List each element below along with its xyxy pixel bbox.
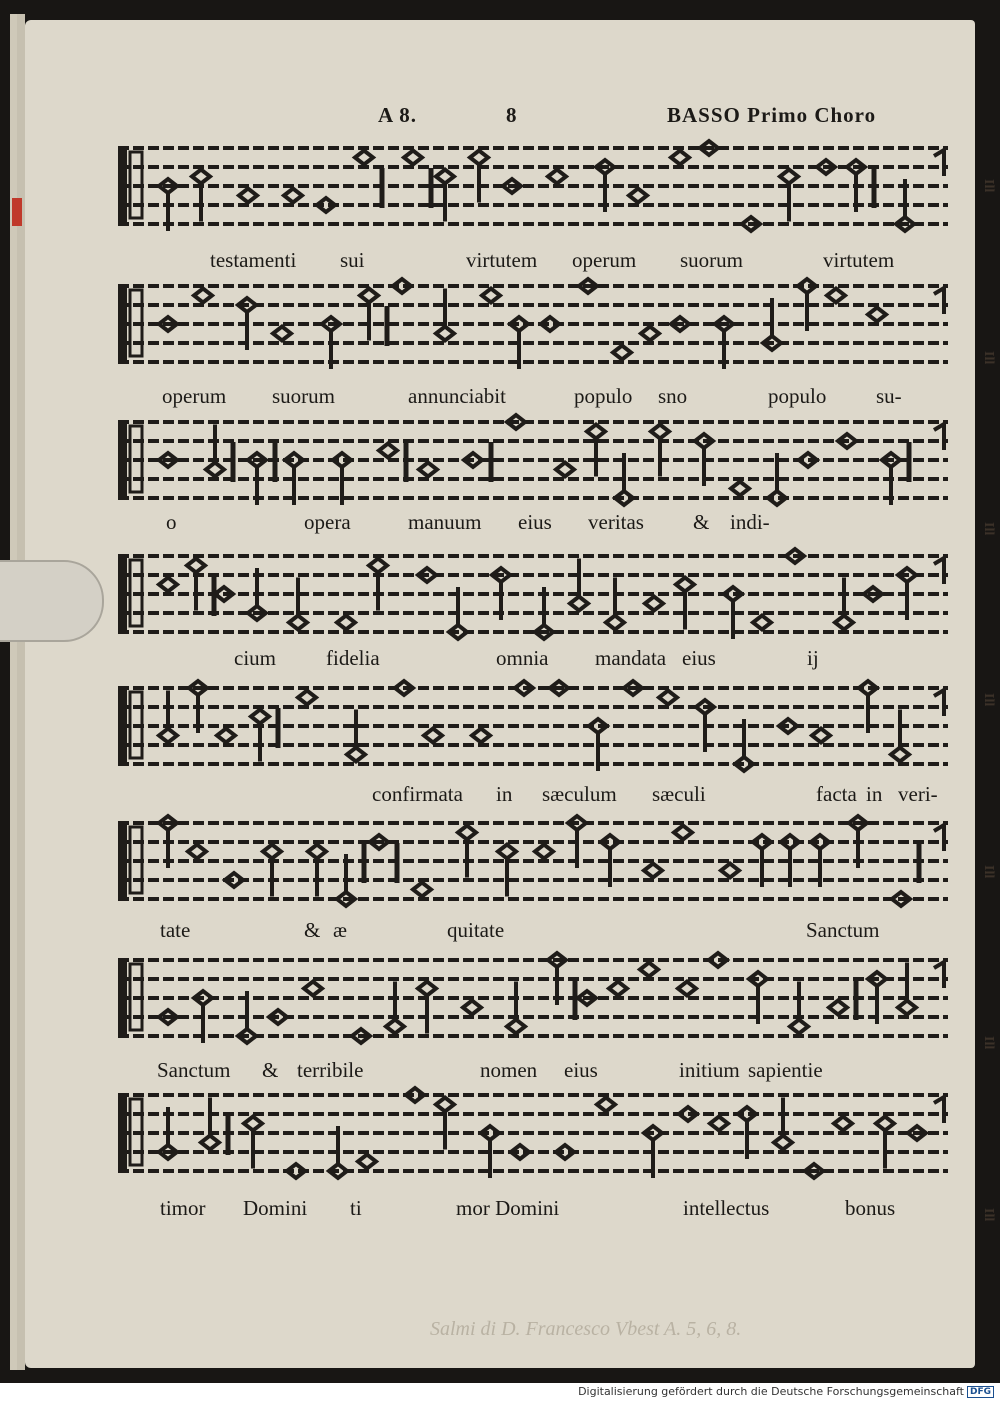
note-head <box>251 710 269 724</box>
signature-mark: A 8. <box>378 103 418 127</box>
note-head <box>868 308 886 322</box>
lyric-syllable: timor <box>160 1196 206 1220</box>
note-head <box>413 883 431 897</box>
note-head <box>676 578 694 592</box>
note-head <box>835 616 853 630</box>
neighbor-page-edge-glyph: Ill <box>981 179 996 193</box>
lyric-syllable: operum <box>572 248 637 272</box>
note-head <box>570 597 588 611</box>
note-head <box>463 1001 481 1015</box>
custos <box>934 690 944 716</box>
note-head <box>188 845 206 859</box>
note-head <box>273 327 291 341</box>
note-head <box>244 1117 262 1131</box>
lyric-syllable: testamenti <box>210 248 297 272</box>
note-head <box>298 691 316 705</box>
neighbor-page-edge-glyph: Ill <box>981 521 996 536</box>
note-head <box>355 151 373 165</box>
neighbor-page-edge <box>976 100 1000 1300</box>
lyric-syllable: mandata <box>595 646 667 670</box>
note-head <box>535 845 553 859</box>
note-head <box>597 1098 615 1112</box>
lyric-syllable: opera <box>304 510 351 534</box>
note-head <box>333 453 351 467</box>
note-head <box>876 1117 894 1131</box>
lyric-syllable: eius <box>564 1058 598 1082</box>
note-head <box>287 1164 305 1178</box>
note-head <box>898 1001 916 1015</box>
note-head <box>284 189 302 203</box>
lyric-syllable: Domini <box>243 1196 308 1220</box>
note-head <box>436 1098 454 1112</box>
lyric-syllable: tate <box>160 918 191 942</box>
lyric-syllable: populo <box>768 384 827 408</box>
neighbor-page-edge-glyph: Ill <box>981 693 996 707</box>
note-head <box>780 170 798 184</box>
lyric-syllable: manuum <box>408 510 482 534</box>
note-head <box>419 463 437 477</box>
note-head <box>482 289 500 303</box>
note-head <box>645 597 663 611</box>
clef <box>118 554 127 634</box>
clef <box>118 821 127 901</box>
note-head <box>406 1088 424 1102</box>
clef <box>118 686 127 766</box>
part-title: BASSO Primo Choro <box>667 103 877 127</box>
note-head <box>629 189 647 203</box>
note-head <box>798 279 816 293</box>
lyric-syllable: su- <box>876 384 902 408</box>
note-head <box>304 982 322 996</box>
note-head <box>458 826 476 840</box>
custos <box>934 150 944 176</box>
note-head <box>644 864 662 878</box>
note-head <box>317 198 335 212</box>
lyric-syllable: mor Domini <box>456 1196 560 1220</box>
lyric-syllable: annunciabit <box>408 384 506 408</box>
lyric-syllable: & <box>693 510 710 534</box>
note-head <box>774 1136 792 1150</box>
note-head <box>556 1145 574 1159</box>
note-head <box>470 151 488 165</box>
note-head <box>768 491 786 505</box>
note-head <box>308 845 326 859</box>
note-head <box>827 289 845 303</box>
note-head <box>379 444 397 458</box>
note-head <box>678 982 696 996</box>
lyric-syllable: sui <box>340 248 365 272</box>
note-head <box>507 1020 525 1034</box>
note-head <box>436 327 454 341</box>
note-head <box>436 170 454 184</box>
lyric-syllable: Sanctum <box>157 1058 231 1082</box>
lyric-syllable: initium <box>679 1058 740 1082</box>
lyric-syllable: virtutem <box>466 248 538 272</box>
lyric-syllable: in <box>496 782 513 806</box>
note-head <box>812 729 830 743</box>
note-head <box>753 616 771 630</box>
lyric-syllable: æ <box>333 918 348 942</box>
lyric-syllable: & <box>262 1058 279 1082</box>
note-head <box>358 1155 376 1169</box>
lyric-syllable: ti <box>350 1196 362 1220</box>
note-head <box>393 279 411 293</box>
lyric-syllable: ij <box>807 646 819 670</box>
lyric-syllable: populo <box>574 384 633 408</box>
lyric-syllable: bonus <box>845 1196 896 1220</box>
lyric-syllable: Sanctum <box>806 918 880 942</box>
note-head <box>337 616 355 630</box>
note-head <box>498 845 516 859</box>
lyric-syllable: & <box>304 918 321 942</box>
note-head <box>601 835 619 849</box>
note-head <box>674 826 692 840</box>
note-head <box>481 1126 499 1140</box>
lyric-syllable: sæculi <box>652 782 706 806</box>
note-head <box>472 729 490 743</box>
note-head <box>217 729 235 743</box>
lyric-syllable: nomen <box>480 1058 538 1082</box>
note-head <box>404 151 422 165</box>
note-head <box>659 691 677 705</box>
custos <box>934 1097 944 1123</box>
note-head <box>556 463 574 477</box>
note-head <box>159 729 177 743</box>
lyric-syllable: suorum <box>272 384 335 408</box>
note-head <box>640 963 658 977</box>
lyric-syllable: omnia <box>496 646 549 670</box>
note-head <box>731 482 749 496</box>
note-head <box>829 1001 847 1015</box>
note-head <box>289 616 307 630</box>
neighbor-page-edge-glyph: Ill <box>981 1207 996 1221</box>
lyric-syllable: veri- <box>898 782 938 806</box>
clef <box>118 958 127 1038</box>
clef <box>118 420 127 500</box>
note-head <box>781 835 799 849</box>
lyric-syllable: cium <box>234 646 276 670</box>
dfg-logo: DFG <box>967 1386 994 1398</box>
lyric-syllable: eius <box>518 510 552 534</box>
note-head <box>347 748 365 762</box>
lyric-syllable: fidelia <box>326 646 380 670</box>
lyric-syllable: indi- <box>730 510 770 534</box>
note-head <box>641 327 659 341</box>
lyric-syllable: intellectus <box>683 1196 770 1220</box>
lyric-syllable: terribile <box>297 1058 364 1082</box>
note-head <box>790 1020 808 1034</box>
note-head <box>369 559 387 573</box>
lyric-syllable: virtutem <box>823 248 895 272</box>
note-head <box>192 170 210 184</box>
clef <box>118 1093 127 1173</box>
note-head <box>811 835 829 849</box>
note-head <box>651 425 669 439</box>
note-head <box>609 982 627 996</box>
note-head <box>613 346 631 360</box>
lyric-syllable: eius <box>682 646 716 670</box>
note-head <box>738 1107 756 1121</box>
note-head <box>159 578 177 592</box>
note-head <box>206 463 224 477</box>
lyric-syllable: o <box>166 510 177 534</box>
note-head <box>587 425 605 439</box>
note-head <box>424 729 442 743</box>
note-head <box>418 982 436 996</box>
note-head <box>721 864 739 878</box>
lyric-syllable: veritas <box>588 510 644 534</box>
lyric-syllable: suorum <box>680 248 743 272</box>
custos <box>934 558 944 584</box>
note-head <box>201 1136 219 1150</box>
custos <box>934 424 944 450</box>
note-head <box>263 845 281 859</box>
neighbor-page-edge-glyph: Ill <box>981 864 996 879</box>
custos <box>934 825 944 851</box>
note-head <box>834 1117 852 1131</box>
note-head <box>891 748 909 762</box>
lyric-syllable: confirmata <box>372 782 463 806</box>
note-head <box>541 317 559 331</box>
note-head <box>360 289 378 303</box>
neighbor-page-edge-glyph: Ill <box>981 1036 996 1050</box>
note-head <box>386 1020 404 1034</box>
note-head <box>753 835 771 849</box>
neighbor-page-edge-glyph: Ill <box>981 350 996 364</box>
lyric-syllable: sno <box>658 384 688 408</box>
note-head <box>606 616 624 630</box>
lyric-syllable: in <box>866 782 883 806</box>
lyric-syllable: sapientie <box>748 1058 823 1082</box>
note-head <box>548 170 566 184</box>
lyric-syllable: operum <box>162 384 227 408</box>
clef <box>118 146 127 226</box>
lyric-syllable: quitate <box>447 918 505 942</box>
custos <box>934 962 944 988</box>
note-head <box>239 189 257 203</box>
show-through-text: Salmi di D. Francesco Vbest A. 5, 6, 8. <box>430 1318 742 1340</box>
note-head <box>194 289 212 303</box>
lyric-syllable: facta <box>816 782 857 806</box>
custos <box>934 288 944 314</box>
note-head <box>710 1117 728 1131</box>
page-number: 8 <box>506 103 518 127</box>
clef <box>118 284 127 364</box>
note-head <box>511 1145 529 1159</box>
note-head <box>187 559 205 573</box>
note-head <box>671 151 689 165</box>
digitization-credit: Digitalisierung gefördert durch die Deutsche Forschungsgemeinschaft <box>578 1385 964 1398</box>
lyric-syllable: sæculum <box>542 782 617 806</box>
